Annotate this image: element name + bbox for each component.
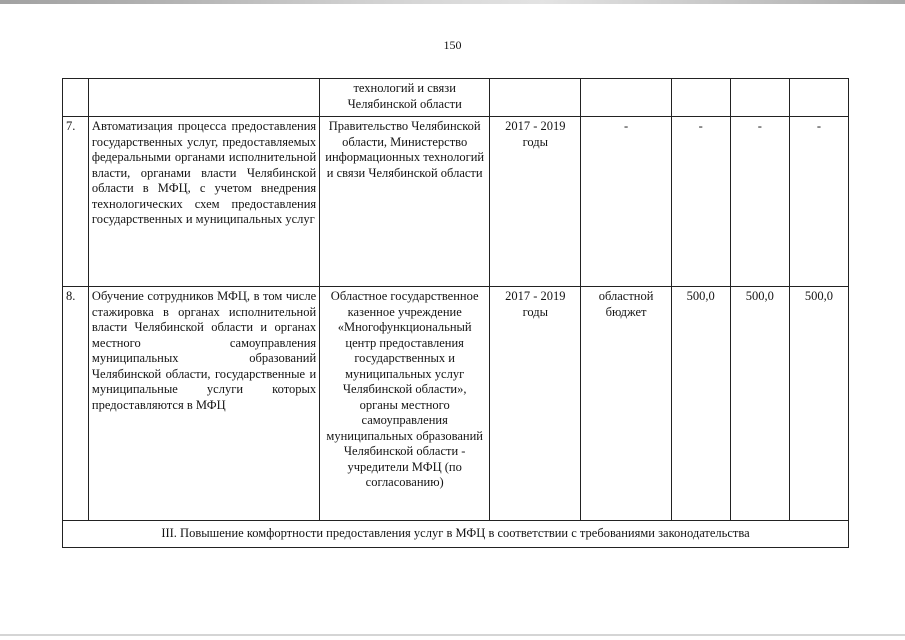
amount-cell-3: 500,0 <box>789 287 848 521</box>
executor-cell: технологий и связи Челябинской области <box>320 79 490 117</box>
measures-table <box>62 78 849 548</box>
funding-source-cell <box>581 79 671 117</box>
funding-source-cell: областной бюджет <box>581 287 671 521</box>
row-number <box>63 79 89 117</box>
action-cell: Обучение сотрудников МФЦ, в том числе стажировка в органах исполнительной власти Челябинской области и органах местного самоуправления муниципальных образований Челябинской области, государственные и муниципальные услуги которых предоставляются в МФЦ <box>88 287 319 521</box>
page-number: 150 <box>443 38 462 52</box>
amount-cell-2: 500,0 <box>730 287 789 521</box>
period-cell: 2017 - 2019 годы <box>490 287 581 521</box>
amount-cell-1 <box>671 79 730 117</box>
row-number: 8. <box>63 287 89 521</box>
action-cell: Автоматизация процесса предоставления государственных услуг, предоставляемых федеральными органами исполнительной власти, органами власти Челябинской области в МФЦ, с учетом внедрения технологических схем предоставления государственных и муниципальных услуг <box>88 117 319 287</box>
period-cell <box>490 79 581 117</box>
table-row <box>63 117 849 287</box>
scan-edge-bottom <box>0 634 905 636</box>
section-header-row <box>63 521 849 548</box>
amount-cell-3 <box>789 79 848 117</box>
amount-cell-2: - <box>730 117 789 287</box>
scan-edge-top <box>0 0 905 4</box>
amount-cell-1: - <box>671 117 730 287</box>
amount-cell-2 <box>730 79 789 117</box>
table-row <box>63 79 849 117</box>
amount-cell-3: - <box>789 117 848 287</box>
row-number: 7. <box>63 117 89 287</box>
executor-cell: Правительство Челябинской области, Министерство информационных технологий и связи Челябинской области <box>320 117 490 287</box>
executor-cell: Областное государственное казенное учреждение «Многофункциональный центр предоставления государственных и муниципальных услуг Челябинской области», органы местного самоуправления муниципальных образований Челябинской области - учредители МФЦ (по согласованию) <box>320 287 490 521</box>
section-title: III. Повышение комфортности предоставления услуг в МФЦ в соответствии с требованиями законодательства <box>63 521 849 548</box>
period-cell: 2017 - 2019 годы <box>490 117 581 287</box>
action-cell <box>88 79 319 117</box>
funding-source-cell: - <box>581 117 671 287</box>
amount-cell-1: 500,0 <box>671 287 730 521</box>
table-row <box>63 287 849 521</box>
